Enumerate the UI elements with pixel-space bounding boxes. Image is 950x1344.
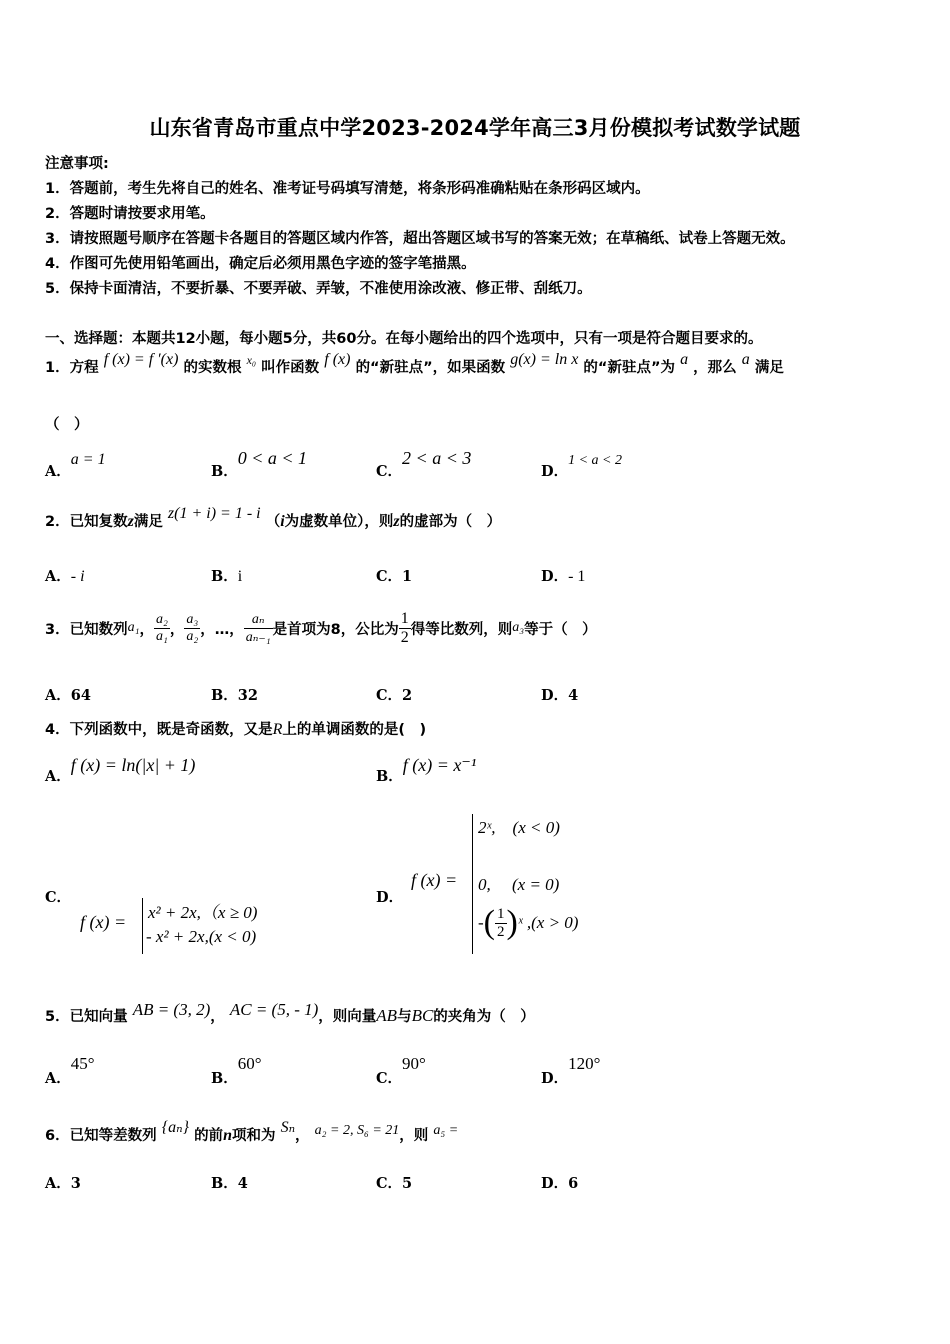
q3-math: a₁ [127, 620, 140, 635]
q3-text: 得等比数列，则 [410, 621, 513, 638]
q5-math: AB = (3, 2) [132, 1000, 211, 1019]
q3-option-b: B．32 [211, 687, 258, 704]
option-value: 45° [70, 1054, 95, 1073]
q5-text: ， [210, 1009, 225, 1025]
q2-text: 满足 [133, 514, 163, 530]
option-label: A． [45, 463, 71, 480]
q2-text: 的虚部为（ ） [399, 514, 502, 530]
q1-option-b [211, 448, 308, 480]
q4-option-b [376, 755, 477, 785]
q1-paren: （ ） [45, 417, 89, 433]
q6-option-a: A．3 [45, 1175, 81, 1192]
q5-text: 5．已知向量 [45, 1009, 128, 1025]
q2-var: i [280, 513, 285, 530]
q3-fraction: $\frac{\text{a₃}}{\text{a₂}}$ [186, 611, 199, 644]
option-label: C． [376, 463, 403, 480]
q5-option-a [45, 1053, 95, 1087]
q1-text: 的实数根 [183, 360, 242, 376]
q5-text: ，则向量 [318, 1009, 377, 1025]
q1-math: a [680, 351, 689, 368]
q6-text: 的前 [194, 1128, 224, 1144]
q6-text: ， [295, 1128, 310, 1144]
option-label: A． [45, 568, 71, 585]
q3-fraction: $\frac{1}{2}$ [400, 609, 409, 646]
q4-d-row: - ( $\frac{1}{2}$ ) ˣ ,(x > 0) [478, 904, 579, 941]
q4-option-d-label: D． [376, 889, 404, 906]
option-label: B． [211, 463, 238, 480]
option-value: - i [70, 568, 85, 585]
q3-option-a: A．64 [45, 687, 91, 704]
q2-option-a [45, 565, 85, 586]
q2-option-b [211, 565, 242, 586]
q2-math: z(1 + i) = 1 - i [167, 505, 261, 522]
q2-option-d [541, 565, 585, 586]
option-label: C． [376, 1070, 403, 1087]
q3-fraction: $\frac{\text{a₂}}{\text{a₁}}$ [155, 611, 168, 644]
q1-option-d [541, 448, 622, 480]
q1-text: ，那么 [693, 360, 737, 376]
q6-text: 项和为 [231, 1128, 276, 1144]
q4-text: 4．下列函数中，既是奇函数，又是 [45, 722, 273, 738]
q2-text: （ [265, 514, 281, 530]
q6-text: 6．已知等差数列 [45, 1128, 157, 1144]
q1-option-a [45, 448, 106, 480]
option-label: C． [376, 568, 403, 585]
q6-math: {aₙ} [161, 1119, 189, 1136]
option-value: - 1 [568, 568, 586, 585]
option-value: 1 < a < 2 [568, 453, 622, 468]
option-value: 90° [402, 1054, 426, 1073]
q3-option-d: D．4 [541, 687, 579, 704]
q4-d-row: 0, (x = 0) [478, 875, 560, 894]
q1-text: 1．方程 [45, 360, 99, 376]
q3-math: a₃ [512, 620, 525, 635]
notice-heading: 注意事项: [45, 156, 109, 172]
notice-item: 4．作图可先使用铅笔画出，确定后必须用黑色字迹的签字笔描黑。 [45, 256, 476, 272]
q4-d-fraction: $\frac{1}{2}$ [497, 905, 505, 940]
option-label: D． [541, 463, 569, 480]
q1-text: 的“新驻点”，如果函数 [355, 360, 506, 376]
q5-option-d [541, 1053, 601, 1087]
q4-d-minus: - [478, 913, 484, 932]
q3-text: …， [214, 621, 244, 638]
q6-var: n [223, 1127, 232, 1144]
q3-option-c: C．2 [376, 687, 413, 704]
q1-text: 满足 [754, 360, 784, 376]
question-5 [45, 1000, 535, 1026]
q1-option-c [376, 448, 472, 480]
q6-text: ，则 [399, 1128, 429, 1144]
q5-math: BC [411, 1006, 434, 1025]
question-1 [45, 351, 784, 377]
q6-math: a₂ = 2, S₆ = 21 [314, 1123, 400, 1138]
q5-text: 与 [397, 1009, 412, 1025]
q1-text: 的“新驻点”为 [583, 360, 675, 376]
notice-item: 5．保持卡面清洁，不要折暴、不要弄破、弄皱，不准使用涂改液、修正带、刮纸刀。 [45, 281, 592, 297]
q3-text: 3．已知数列 [45, 621, 128, 638]
option-label: B． [211, 1070, 238, 1087]
q2-text: 为虚数单位），则 [284, 514, 394, 530]
option-label: A． [45, 1070, 71, 1087]
q1-math: f (x) = f ′(x) [103, 351, 179, 368]
page-title: 山东省青岛市重点中学2023-2024学年高三3月份模拟考试数学试题 [149, 116, 801, 140]
section-heading: 一、选择题：本题共12小题，每小题5分，共60分。在每小题给出的四个选项中，只有一项是符合题目要求的。 [45, 331, 763, 347]
q5-option-b [211, 1053, 262, 1087]
q3-text: 等于（ ） [524, 621, 597, 638]
q4-math: R [272, 721, 283, 738]
option-value: f (x) = ln(|x| + 1) [70, 755, 196, 775]
q5-option-c [376, 1053, 426, 1087]
q1-math: g(x) = ln x [510, 351, 579, 368]
notice-item: 2．答题时请按要求用笔。 [45, 206, 215, 222]
option-value: 60° [237, 1054, 262, 1073]
q5-text: 的夹角为（ ） [433, 1009, 535, 1025]
q6-option-c: C．5 [376, 1175, 413, 1192]
option-label: B． [211, 568, 238, 585]
q3-fraction: $\frac{\text{aₙ}}{\text{aₙ₋₁}}$ [245, 611, 271, 645]
q4-option-a [45, 755, 196, 785]
notice-item: 3．请按照题号顺序在答题卡各题目的答题区域内作答，超出答题区域书写的答案无效；在草稿纸、试卷上答题无效。 [45, 231, 795, 247]
q4-d-row: 2ˣ, (x < 0) [478, 818, 560, 837]
q2-var: z [393, 513, 400, 530]
q2-option-c [376, 565, 412, 586]
q6-math: Sₙ [280, 1119, 296, 1136]
q1-math: f (x) [324, 351, 351, 368]
q6-option-d: D．6 [541, 1175, 579, 1192]
q4-c-lhs: f (x) = [80, 912, 127, 932]
question-3: 3．已知数列 a₁ ， $\frac{\text{a₂}}{\text{a₁}}$ ， $\frac{\text{a₃}}{\text{a₂}}$ ， …， $\frac{\text{aₙ}}{\text{aₙ₋₁}}$ 是首项为8，公比为 $\frac{1}{2}$ 得等比数列，则 a₃ 等于（ ） [45, 609, 597, 646]
q5-math: AC = (5, - 1) [229, 1000, 319, 1019]
option-label: D． [541, 1070, 569, 1087]
q1-text: 叫作函数 [261, 360, 320, 376]
option-label: A． [45, 768, 71, 785]
q4-c-row: - x² + 2x,(x < 0) [146, 927, 257, 946]
q4-c-brace [142, 898, 143, 954]
q4-option-c-label: C． [45, 889, 72, 906]
q6-option-b: B．4 [211, 1175, 248, 1192]
question-2 [45, 505, 502, 531]
q1-math: a [741, 351, 750, 368]
q6-math: a₅ = [433, 1123, 459, 1138]
q4-d-exp: ˣ ,(x > 0) [517, 913, 579, 932]
option-value: 2 < a < 3 [402, 448, 472, 468]
q3-text: 是首项为8，公比为 [272, 621, 399, 638]
option-value: a = 1 [70, 451, 106, 468]
option-value: 120° [568, 1054, 601, 1073]
q4-text: 上的单调函数的是( ) [282, 722, 427, 738]
question-6 [45, 1119, 459, 1145]
q4-d-brace [472, 814, 473, 954]
q4-c-row: x² + 2x,（x ≥ 0) [148, 903, 258, 922]
q2-var: z [127, 513, 134, 530]
q5-math: AB [376, 1006, 398, 1025]
option-value: 0 < a < 1 [237, 448, 308, 468]
q4-d-lhs: f (x) = [411, 870, 458, 890]
option-value: f (x) = x⁻¹ [402, 755, 477, 775]
question-4 [45, 718, 426, 739]
option-value: 1 [402, 568, 413, 585]
q2-text: 2．已知复数 [45, 514, 128, 530]
q1-math: x₀ [246, 353, 257, 367]
notice-item: 1．答题前，考生先将自己的姓名、准考证号码填写清楚，将条形码准确粘贴在条形码区域内。 [45, 181, 650, 197]
option-label: B． [376, 768, 403, 785]
option-label: D． [541, 568, 569, 585]
option-value: i [237, 568, 243, 585]
